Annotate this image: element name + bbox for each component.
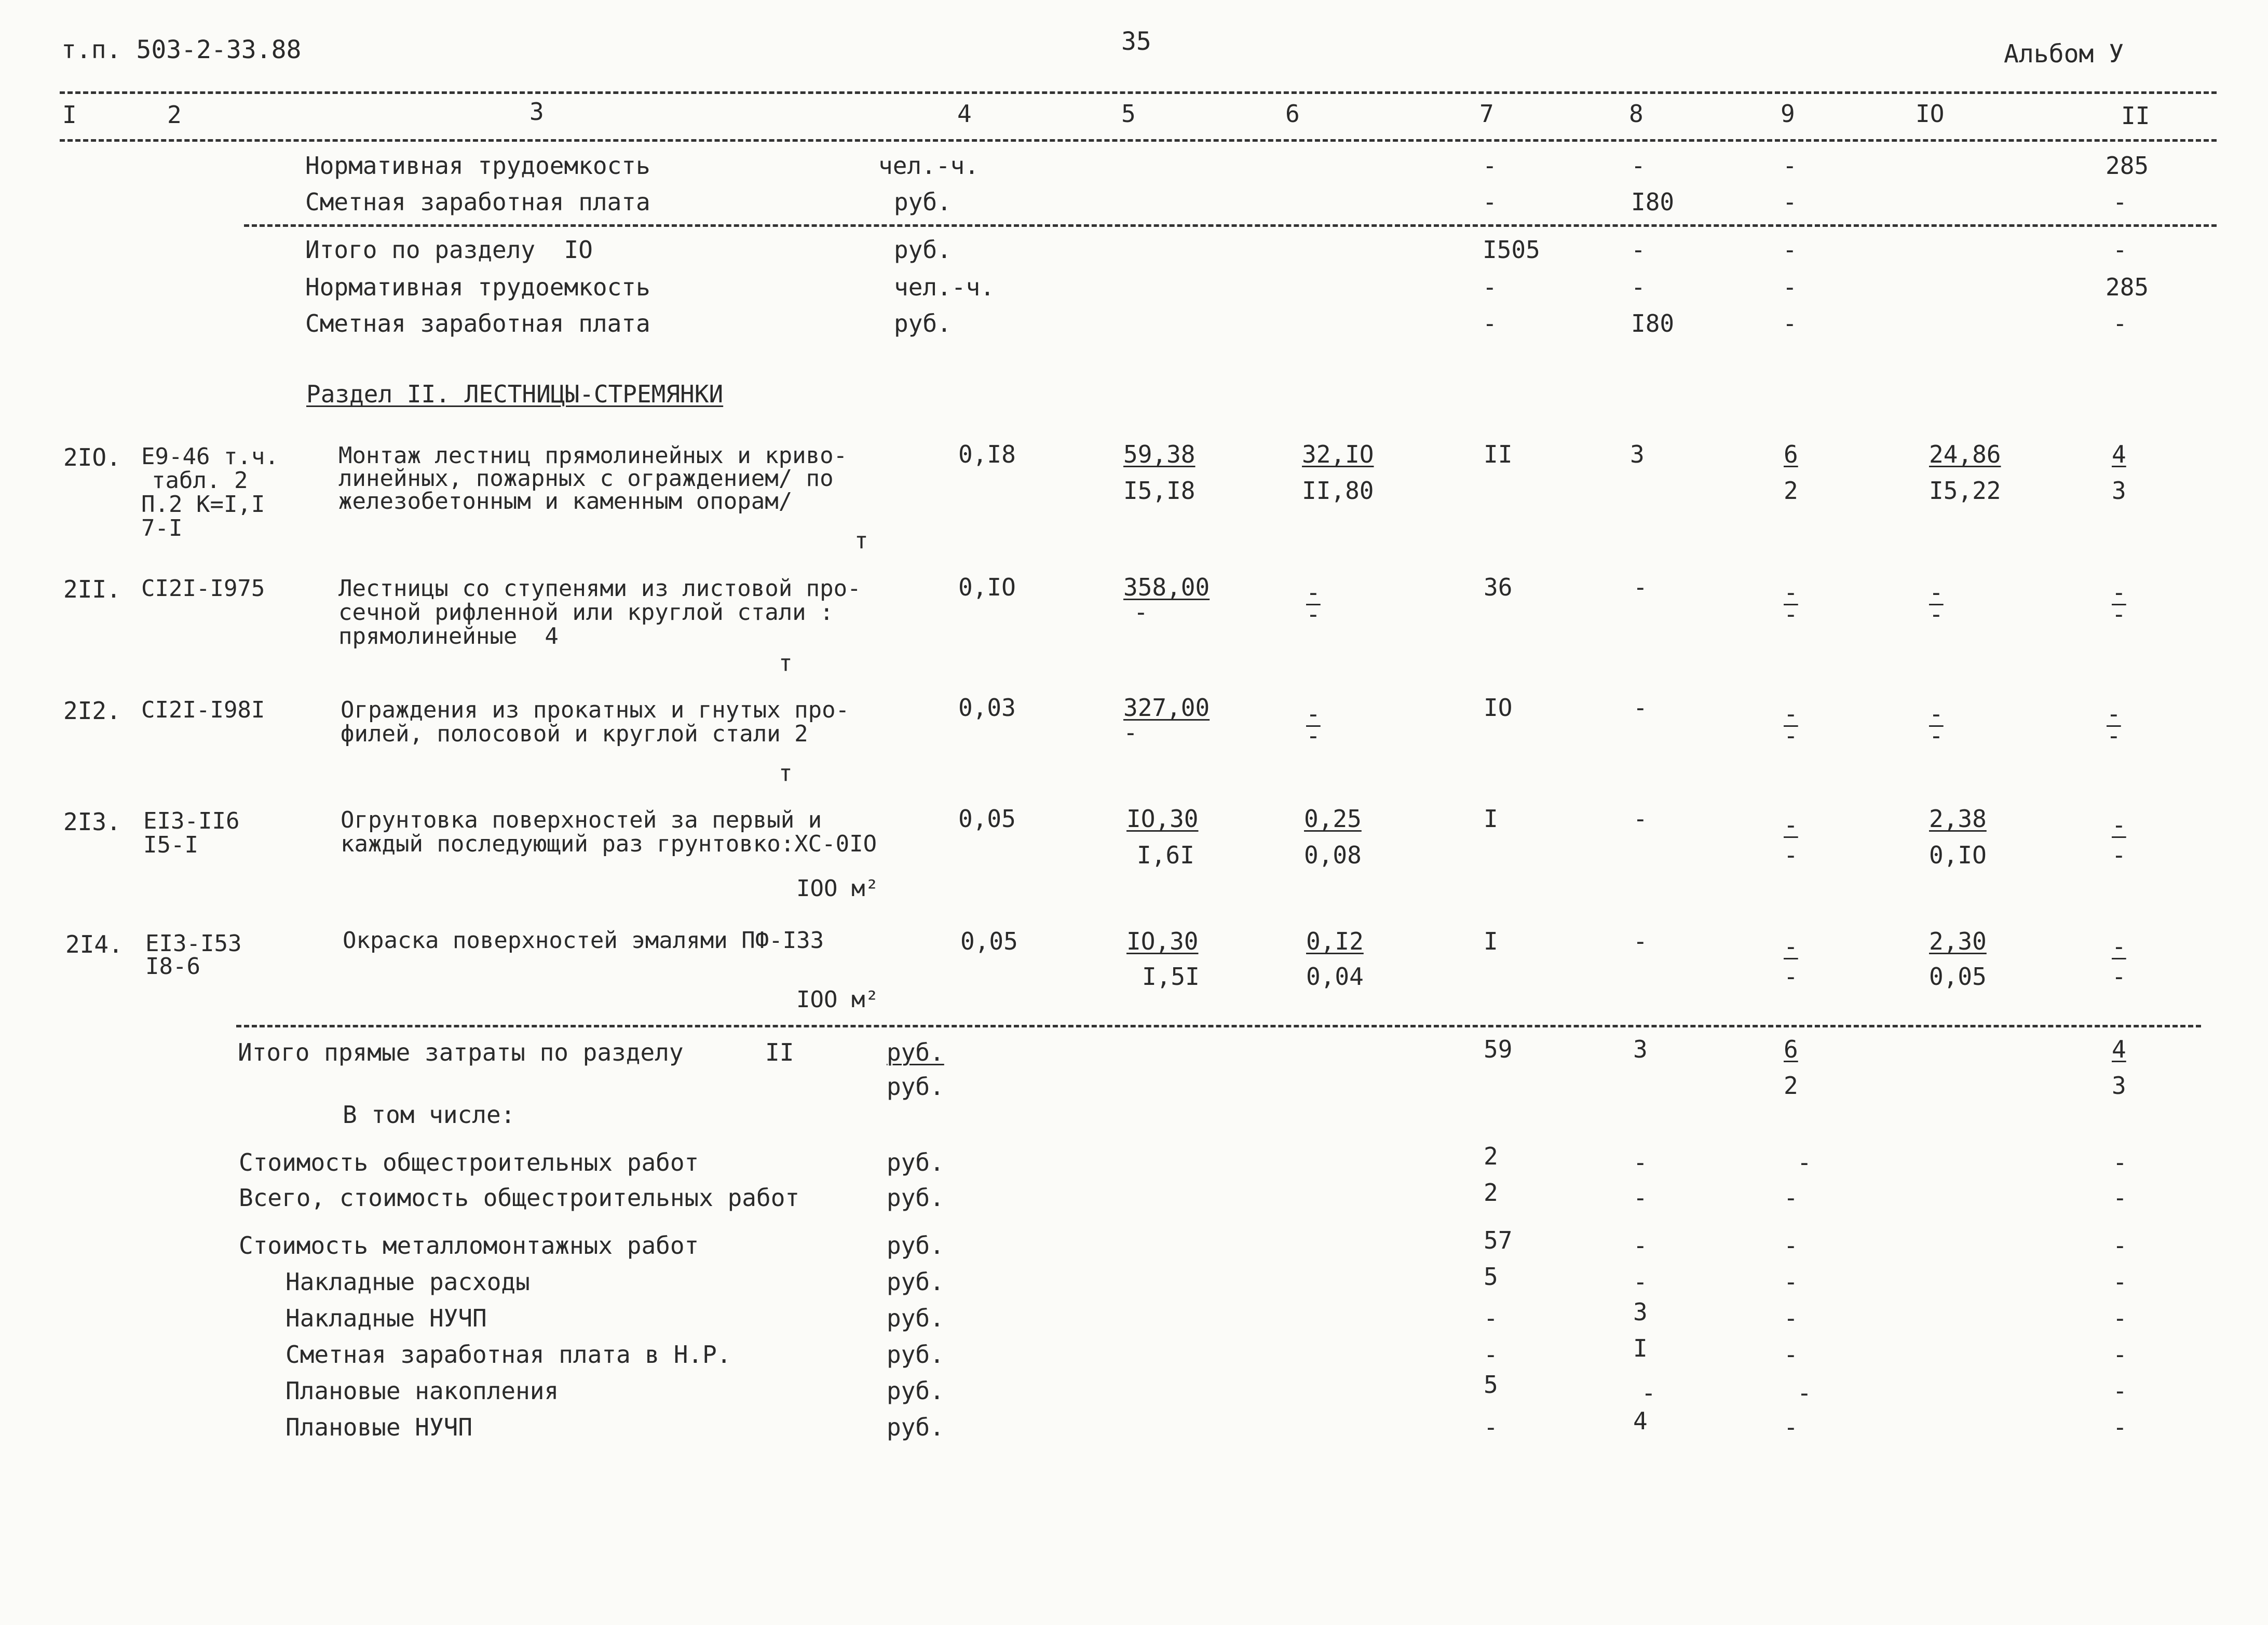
item-unit: т <box>779 650 793 676</box>
row-col7: - <box>1483 188 1497 216</box>
album-label: Альбом У <box>2004 39 2124 69</box>
document-code: т.п. 503-2-33.88 <box>61 35 302 64</box>
totals-col11-top: 4 <box>2112 1035 2126 1063</box>
col9-bottom: - <box>1784 963 1798 991</box>
column-header-7: 7 <box>1479 100 1494 128</box>
col7: IO <box>1484 694 1513 722</box>
col9-bottom: 2 <box>1784 477 1798 505</box>
row-name: Сметная заработная плата <box>305 188 650 216</box>
item-quantity: 0,05 <box>958 805 1016 833</box>
breakdown-col9: - <box>1797 1379 1812 1407</box>
col5-bottom: - <box>1123 719 1138 747</box>
item-code-line: I8-6 <box>145 953 200 980</box>
item-quantity: 0,03 <box>958 694 1016 722</box>
row-col9: - <box>1783 236 1797 264</box>
col8: - <box>1633 805 1648 833</box>
col8: 3 <box>1630 440 1645 468</box>
col9-bottom: - <box>1784 600 1798 628</box>
item-description-line: Ограждения из прокатных и гнутых про- <box>341 697 850 723</box>
item-quantity: 0,I8 <box>958 440 1016 468</box>
column-header-5: 5 <box>1121 100 1136 128</box>
breakdown-col7: 5 <box>1484 1371 1498 1399</box>
totals-unit: руб. <box>887 1038 944 1066</box>
row-col8: I80 <box>1631 309 1675 337</box>
col5-bottom: I,6I <box>1137 841 1194 869</box>
item-code-line: СI2I-I975 <box>141 575 265 602</box>
row-col9: - <box>1783 188 1797 216</box>
col7: I <box>1484 927 1498 955</box>
breakdown-name: Плановые накопления <box>286 1377 559 1405</box>
col9-top: - <box>1784 700 1798 728</box>
breakdown-col11: - <box>2113 1413 2127 1441</box>
item-code-line: 7-I <box>141 515 183 541</box>
col5-top: 358,00 <box>1123 573 1210 601</box>
item-description-line: каждый последующий раз грунтовко:ХС-0IO <box>341 831 877 857</box>
row-unit: руб. <box>894 309 952 337</box>
item-number: 2IO. <box>63 443 121 471</box>
item-code-line: ЕI3-II6 <box>143 808 240 834</box>
item-unit: т <box>854 527 868 554</box>
header-bottom-rule <box>60 139 2217 142</box>
breakdown-unit: руб. <box>887 1413 944 1441</box>
totals-col11-bottom: 3 <box>2112 1072 2126 1100</box>
column-header-4: 4 <box>957 100 972 128</box>
col10-bottom: - <box>1929 600 1944 628</box>
item-description-line: Окраска поверхностей эмалями ПФ-I33 <box>343 927 824 954</box>
col10-top: 2,30 <box>1929 927 1987 955</box>
breakdown-name: Всего, стоимость общестроительных работ <box>239 1184 800 1212</box>
breakdown-col7: - <box>1484 1413 1498 1441</box>
breakdown-col8: - <box>1633 1231 1648 1260</box>
row-col7: - <box>1483 152 1497 180</box>
item-code-line: П.2 К=I,I <box>141 491 265 518</box>
item-code-line: I5-I <box>143 832 198 858</box>
totals-col9-top: 6 <box>1784 1035 1798 1063</box>
item-description-line: филей, полосовой и круглой стали 2 <box>341 721 808 747</box>
header-top-rule <box>60 91 2217 94</box>
col11-bottom: - <box>2112 963 2126 991</box>
col5-bottom: - <box>1134 598 1148 626</box>
column-header-10: IO <box>1916 100 1945 128</box>
breakdown-name: Накладные расходы <box>286 1268 530 1296</box>
item-quantity: 0,IO <box>958 573 1016 601</box>
breakdown-col8: I <box>1633 1334 1648 1362</box>
item-description-line: Монтаж лестниц прямолинейных и криво- <box>338 442 848 469</box>
breakdown-col11: - <box>2113 1304 2127 1332</box>
col10-bottom: - <box>1929 722 1944 750</box>
page-number: 35 <box>1121 27 1151 56</box>
breakdown-col8: 3 <box>1633 1298 1648 1326</box>
row-unit: руб. <box>894 188 952 216</box>
col7: II <box>1484 440 1513 468</box>
totals-section-number: II <box>765 1038 794 1066</box>
col9-bottom: - <box>1784 841 1798 869</box>
col11-top: - <box>2112 811 2126 839</box>
item-number: 2I4. <box>65 930 123 958</box>
col6-top: 32,IO <box>1302 440 1374 468</box>
col6-bottom: - <box>1306 722 1321 750</box>
item-description-line: железобетонным и каменным опорам/ <box>338 488 793 514</box>
item-number: 2II. <box>63 575 121 603</box>
row-unit: чел.-ч. <box>878 152 979 180</box>
row-col9: - <box>1783 309 1797 337</box>
row-col11: - <box>2113 309 2127 337</box>
breakdown-name: Сметная заработная плата в Н.Р. <box>286 1340 731 1369</box>
breakdown-col9: - <box>1784 1304 1798 1332</box>
item-description-line: прямолинейные 4 <box>338 623 559 649</box>
col5-top: IO,30 <box>1126 805 1199 833</box>
breakdown-col8: - <box>1633 1268 1648 1296</box>
row-col11: - <box>2113 188 2127 216</box>
row-col11: 285 <box>2106 152 2149 180</box>
row-unit: чел.-ч. <box>894 273 995 301</box>
item-description-line: Огрунтовка поверхностей за первый и <box>341 807 822 833</box>
col5-top: IO,30 <box>1126 927 1199 955</box>
breakdown-col7: 5 <box>1484 1263 1498 1291</box>
breakdown-unit: руб. <box>887 1304 944 1332</box>
row-col8: - <box>1631 152 1646 180</box>
col9-bottom: - <box>1784 722 1798 750</box>
item-number: 2I2. <box>63 697 121 725</box>
breakdown-col11: - <box>2113 1340 2127 1369</box>
totals-col9-bottom: 2 <box>1784 1072 1798 1100</box>
breakdown-col7: - <box>1484 1340 1498 1369</box>
col5-bottom: I5,I8 <box>1123 477 1196 505</box>
col6-bottom: 0,04 <box>1306 963 1364 991</box>
column-header-6: 6 <box>1285 100 1300 128</box>
col9-top: - <box>1784 811 1798 839</box>
item-code-line: Е9-46 т.ч. <box>141 443 279 470</box>
col7: 36 <box>1484 573 1513 601</box>
col6-top: - <box>1306 700 1321 728</box>
col7: I <box>1484 805 1498 833</box>
row-col8: I80 <box>1631 188 1675 216</box>
column-header-9: 9 <box>1781 100 1795 128</box>
col11-bottom: - <box>2112 841 2126 869</box>
col11-top: - <box>2112 932 2126 960</box>
row-col8: - <box>1631 236 1646 264</box>
col6-top: - <box>1306 578 1321 606</box>
col8: - <box>1633 573 1648 601</box>
row-col7: - <box>1483 309 1497 337</box>
breakdown-col11: - <box>2113 1231 2127 1260</box>
breakdown-name: Стоимость общестроительных работ <box>239 1148 699 1176</box>
column-header-1: I <box>62 101 77 129</box>
item-description-line: сечной рифленной или круглой стали : <box>338 599 834 626</box>
row-name: Сметная заработная плата <box>305 309 650 337</box>
col11-bottom: 3 <box>2112 477 2126 505</box>
item-code-line: табл. 2 <box>152 467 248 494</box>
col10-bottom: I5,22 <box>1929 477 2001 505</box>
breakdown-col9: - <box>1784 1413 1798 1441</box>
breakdown-unit: руб. <box>887 1148 944 1176</box>
col6-top: 0,25 <box>1304 805 1362 833</box>
row-name: Итого по разделу IO <box>305 236 593 264</box>
col10-top: - <box>1929 700 1944 728</box>
breakdown-name: Накладные НУЧП <box>286 1304 487 1332</box>
col8: - <box>1633 927 1648 955</box>
row-col7: I505 <box>1483 236 1540 264</box>
totals-col8: 3 <box>1633 1035 1648 1063</box>
col10-top: 24,86 <box>1929 440 2001 468</box>
col6-bottom: II,80 <box>1302 477 1374 505</box>
item-unit: т <box>779 760 793 787</box>
breakdown-col11: - <box>2113 1268 2127 1296</box>
item-quantity: 0,05 <box>960 927 1018 955</box>
col11-bottom: - <box>2107 722 2121 750</box>
breakdown-col9: - <box>1784 1231 1798 1260</box>
column-header-11: II <box>2121 102 2150 130</box>
breakdown-col8: - <box>1641 1379 1656 1407</box>
row-name: Нормативная трудоемкость <box>305 273 650 301</box>
breakdown-unit: руб. <box>887 1377 944 1405</box>
col9-top: 6 <box>1784 440 1798 468</box>
item-unit: IOO м² <box>796 875 879 902</box>
row-col7: - <box>1483 273 1497 301</box>
breakdown-col7: 2 <box>1484 1179 1498 1207</box>
row-col11: - <box>2113 236 2127 264</box>
column-header-8: 8 <box>1629 100 1644 128</box>
col10-bottom: 0,IO <box>1929 841 1987 869</box>
row-name: Нормативная трудоемкость <box>305 152 650 180</box>
row-col8: - <box>1631 273 1646 301</box>
breakdown-col7: - <box>1484 1304 1498 1332</box>
breakdown-col8: - <box>1633 1148 1648 1176</box>
col9-top: - <box>1784 578 1798 606</box>
breakdown-col7: 2 <box>1484 1142 1498 1170</box>
breakdown-name: Плановые НУЧП <box>286 1413 473 1441</box>
item-unit: IOO м² <box>796 986 879 1013</box>
row-col9: - <box>1783 152 1797 180</box>
breakdown-col8: - <box>1633 1184 1648 1212</box>
breakdown-unit: руб. <box>887 1184 944 1212</box>
breakdown-name: Стоимость металломонтажных работ <box>239 1231 699 1260</box>
col8: - <box>1633 694 1648 722</box>
breakdown-col7: 57 <box>1484 1226 1513 1254</box>
col10-top: 2,38 <box>1929 805 1987 833</box>
col10-bottom: 0,05 <box>1929 963 1987 991</box>
breakdown-col9: - <box>1784 1340 1798 1369</box>
breakdown-col9: - <box>1784 1268 1798 1296</box>
col11-top: - <box>2107 700 2121 728</box>
breakdown-unit: руб. <box>887 1268 944 1296</box>
row-col9: - <box>1783 273 1797 301</box>
breakdown-col11: - <box>2113 1377 2127 1405</box>
row-unit: руб. <box>894 236 952 264</box>
section-total-rule <box>244 224 2217 227</box>
breakdown-col11: - <box>2113 1184 2127 1212</box>
col6-top: 0,I2 <box>1306 927 1364 955</box>
totals-col7: 59 <box>1484 1035 1513 1063</box>
breakdown-col9: - <box>1797 1148 1812 1176</box>
col11-top: 4 <box>2112 440 2126 468</box>
item-code-line: СI2I-I98I <box>141 697 265 723</box>
breakdown-unit: руб. <box>887 1340 944 1369</box>
row-col11: 285 <box>2106 273 2149 301</box>
col10-top: - <box>1929 578 1944 606</box>
column-header-2: 2 <box>167 101 182 129</box>
item-number: 2I3. <box>63 808 121 836</box>
totals-subheading: В том числе: <box>343 1101 515 1129</box>
breakdown-col9: - <box>1784 1184 1798 1212</box>
breakdown-unit: руб. <box>887 1231 944 1260</box>
col9-top: - <box>1784 932 1798 960</box>
col5-top: 59,38 <box>1123 440 1196 468</box>
column-header-3: 3 <box>529 98 544 126</box>
totals-unit: руб. <box>887 1073 944 1101</box>
totals-rule <box>236 1025 2201 1027</box>
col6-bottom: 0,08 <box>1304 841 1362 869</box>
breakdown-col11: - <box>2113 1148 2127 1176</box>
item-description-line: Лестницы со ступенями из листовой про- <box>338 575 861 602</box>
col6-bottom: - <box>1306 600 1321 628</box>
totals-label: Итого прямые затраты по разделу <box>238 1038 684 1066</box>
col5-top: 327,00 <box>1123 694 1210 722</box>
col11-bottom: - <box>2112 600 2126 628</box>
col11-top: - <box>2112 578 2126 606</box>
item-description-line: линейных, пожарных с ограждением/ по <box>338 465 834 492</box>
item-code-line: ЕI3-I53 <box>145 930 242 957</box>
breakdown-col8: 4 <box>1633 1407 1648 1435</box>
section-title: Раздел II. ЛЕСТНИЦЫ-СТРЕМЯНКИ <box>306 380 724 408</box>
col5-bottom: I,5I <box>1142 963 1200 991</box>
